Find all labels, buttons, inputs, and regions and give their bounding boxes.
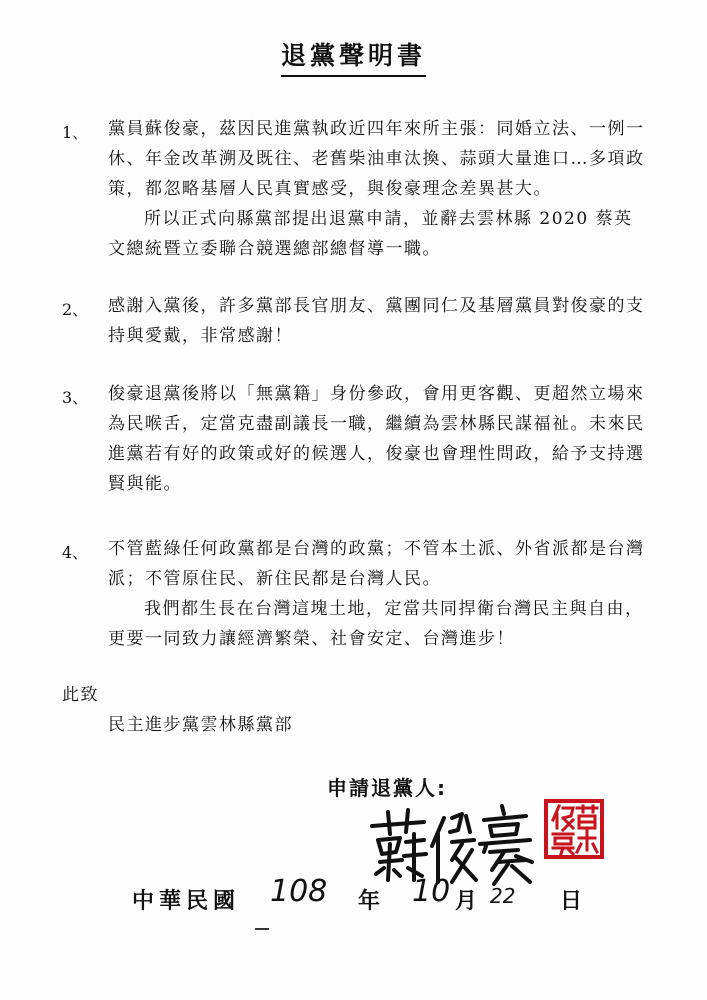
date-era: 中華民國: [132, 889, 241, 914]
item-number: 3、: [62, 388, 89, 407]
paragraph: 黨員蘇俊豪，茲因民進黨執政近四年來所主張：同婚立法、一例一休、年金改革溯及既往、老舊柴油車汰換、蒜頭大量進口…多項政策，都忽略基層人民真實感受，與俊豪理念差異甚大。: [108, 119, 645, 199]
document-title-text: 退黨聲明書: [281, 36, 426, 77]
closing-recipient: 民主進步黨雲林縣黨部: [108, 715, 293, 735]
date-year-handwritten: 108: [270, 874, 328, 909]
applicant-label: 申請退黨人:: [327, 776, 447, 800]
red-seal-stamp: [543, 798, 605, 860]
date-line: [120, 872, 620, 922]
item-1-body: [108, 114, 648, 264]
item-number: 4、: [62, 543, 89, 562]
item-4-body: [108, 534, 648, 654]
date-day-unit: 日: [560, 889, 583, 914]
date-year-unit: 年: [358, 889, 381, 914]
date-month-handwritten: 10: [412, 874, 451, 909]
item-3-body: [108, 379, 648, 499]
stray-mark: [255, 928, 269, 930]
item-number: 2、: [62, 300, 89, 319]
date-month-unit: 月: [455, 889, 478, 914]
document-title: [0, 36, 707, 77]
paragraph: 我們都生長在台灣這塊土地，定當共同捍衛台灣民主與自由，更要一同致力讓經濟繁榮、社會安定、台灣進步！: [108, 599, 644, 649]
paragraph: 所以正式向縣黨部提出退黨申請，並辭去雲林縣 2020 蔡英文總統暨立委聯合競選總部總督導一職。: [108, 209, 633, 259]
closing-salutation: 此致: [62, 685, 99, 705]
item-number: 1、: [62, 123, 89, 142]
paragraph: 不管藍綠任何政黨都是台灣的政黨；不管本土派、外省派都是台灣派；不管原住民、新住民都是台灣人民。: [108, 539, 645, 589]
paragraph: 感謝入黨後，許多黨部長官朋友、黨團同仁及基層黨員對俊豪的支持與愛戴，非常感謝！: [108, 296, 645, 346]
paragraph: 俊豪退黨後將以「無黨籍」身份參政，會用更客觀、更超然立場來為民喉舌，定當克盡副議長一職，繼續為雲林縣民謀福祉。未來民進黨若有好的政策或好的候選人，俊豪也會理性問政，給予支持選賢與能。: [108, 384, 645, 494]
item-2-body: [108, 291, 648, 351]
date-day-handwritten: 22: [490, 884, 516, 908]
